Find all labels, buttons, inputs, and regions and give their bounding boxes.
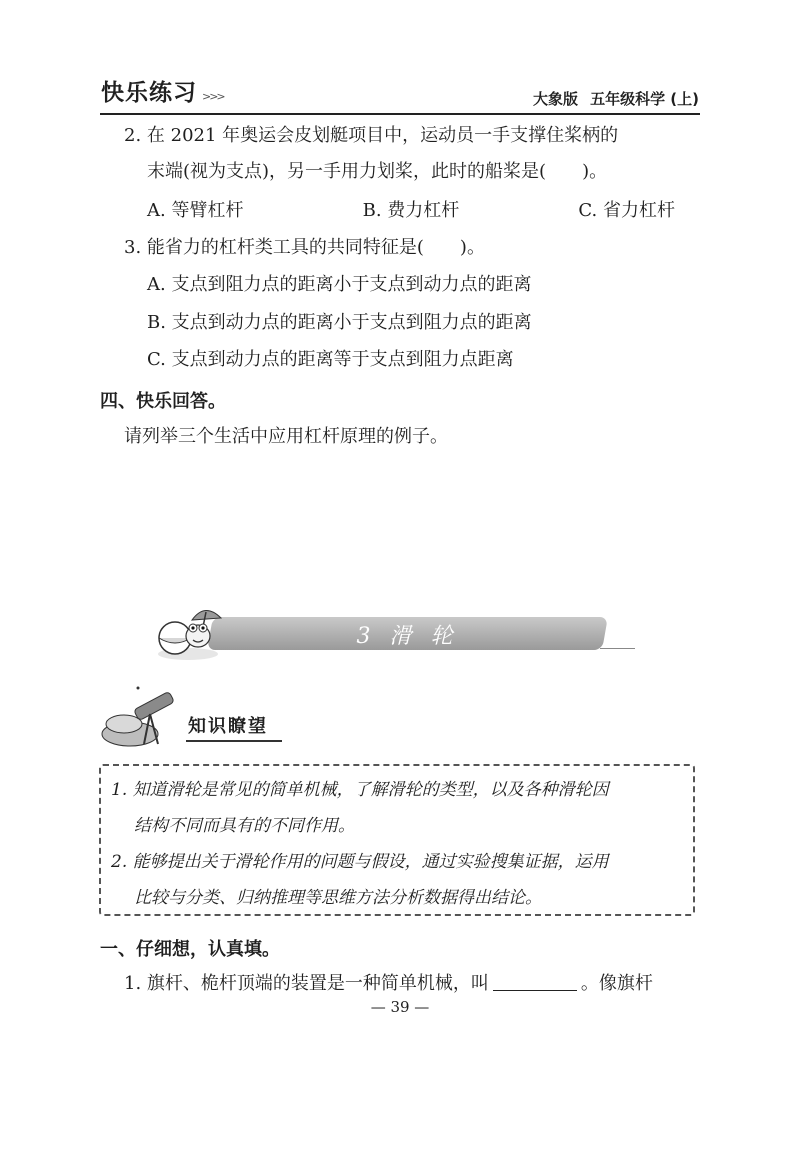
q2-option-b: B. 费力杠杆 — [362, 200, 460, 221]
q3-option-a: A. 支点到阻力点的距离小于支点到动力点的距离 — [147, 274, 532, 295]
goal-1-line2: 结构不同而具有的不同作用。 — [134, 816, 355, 836]
grade-label: 五年级科学 (上) — [590, 90, 699, 108]
chevron-decoration-icon: >>> — [202, 90, 224, 103]
page-number: — 39 — — [370, 998, 430, 1016]
section4-heading: 四、快乐回答。 — [100, 391, 226, 412]
edition-label: 大象版 — [533, 90, 579, 108]
knowledge-label: 知识瞭望 — [188, 716, 268, 737]
q1-text-after: 。像旗杆 — [580, 973, 653, 994]
q3-option-b: B. 支点到动力点的距离小于支点到阻力点的距离 — [147, 312, 532, 333]
goal-1-line1: 1. 知道滑轮是常见的简单机械，了解滑轮的类型，以及各种滑轮因 — [111, 780, 609, 800]
knowledge-underline — [186, 740, 282, 742]
q2-line2: 末端(视为支点)，另一手用力划桨，此时的船桨是( )。 — [147, 161, 608, 182]
q3-stem: 3. 能省力的杠杆类工具的共同特征是( )。 — [124, 237, 485, 258]
goal-2-line2: 比较与分类、归纳推理等思维方法分析数据得出结论。 — [134, 888, 542, 908]
banner-tail-line — [600, 648, 635, 649]
section1-q1 — [124, 972, 653, 996]
q2-option-c: C. 省力杠杆 — [578, 200, 675, 221]
section1-heading: 一、仔细想，认真填。 — [100, 939, 280, 960]
q1-text-before: 1. 旗杆、桅杆顶端的装置是一种简单机械，叫 — [124, 973, 489, 994]
frog-umbrella-icon — [148, 598, 228, 663]
q2-line1: 2. 在 2021 年奥运会皮划艇项目中，运动员一手支撑住桨柄的 — [124, 125, 619, 146]
q3-option-c: C. 支点到动力点的距离等于支点到阻力点距离 — [147, 349, 514, 370]
goal-2-line1: 2. 能够提出关于滑轮作用的问题与假设，通过实验搜集证据，运用 — [111, 852, 609, 872]
section4-prompt: 请列举三个生活中应用杠杆原理的例子。 — [124, 426, 448, 447]
q2-option-a: A. 等臂杠杆 — [147, 200, 244, 221]
header-book-info — [533, 88, 699, 109]
header-divider — [100, 113, 700, 115]
lesson-title: 3 滑 轮 — [356, 624, 459, 649]
header-title: 快乐练习 — [101, 80, 197, 106]
fill-in-blank[interactable] — [493, 972, 577, 991]
q2-options — [147, 199, 675, 223]
telescope-icon — [98, 684, 186, 750]
